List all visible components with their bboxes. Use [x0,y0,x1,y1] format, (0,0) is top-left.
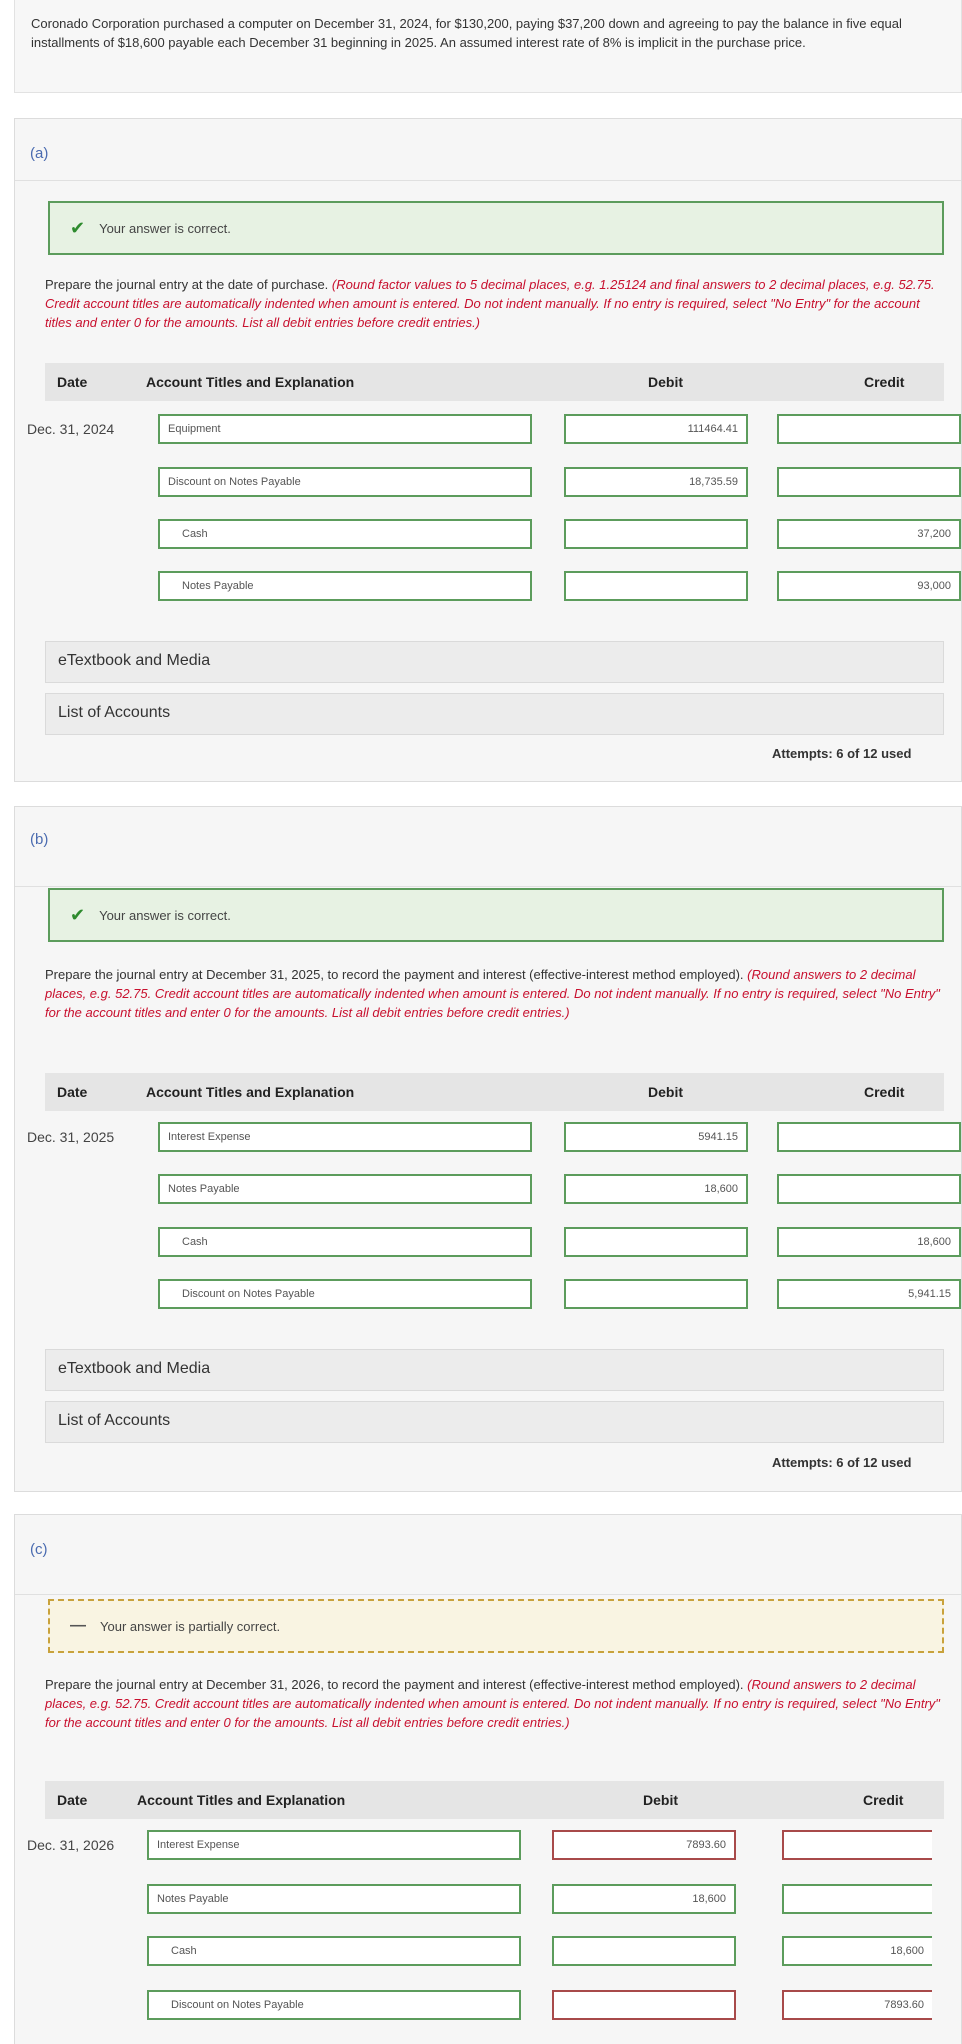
account-input[interactable]: Equipment [158,414,532,444]
debit-header: Debit [648,1084,683,1100]
credit-input[interactable] [777,1174,961,1204]
credit-input[interactable]: 18,600 [782,1936,932,1966]
part-a [14,118,962,782]
credit-header: Credit [864,374,905,390]
etextbook-link[interactable]: eTextbook and Media [45,1349,944,1391]
status-text: Your answer is correct. [99,907,231,923]
debit-input[interactable] [552,1936,736,1966]
instruction-note: (Round answers to 2 decimal places, e.g. 52.75. Credit account titles are automatically indented when amount is entered. Do not indent manually. If no entry is required, select "No Entry" for the account titles and enter 0 for the amounts. List all debit entries before credit entries.) [45,967,940,1020]
debit-input[interactable] [564,1227,748,1257]
credit-input[interactable]: 93,000 [777,571,961,601]
debit-input[interactable]: 18,600 [564,1174,748,1204]
checkmark-icon: ✔ [70,904,86,925]
credit-input[interactable]: 18,600 [777,1227,961,1257]
status-text: Your answer is partially correct. [100,1618,281,1634]
part-c-status-banner [48,1599,944,1653]
credit-input[interactable] [777,414,961,444]
instruction-note: (Round answers to 2 decimal places, e.g. 52.75. Credit account titles are automatically indented when amount is entered. Do not indent manually. If no entry is required, select "No Entry" for the account titles and enter 0 for the amounts. List all debit entries before credit entries.) [45,1677,940,1730]
account-input[interactable]: Notes Payable [158,1174,532,1204]
journal-table-header [45,1781,944,1819]
account-input[interactable]: Cash [158,519,532,549]
attempts-counter: Attempts: 6 of 12 used [772,1455,912,1470]
account-header: Account Titles and Explanation [146,374,355,390]
debit-input[interactable] [564,519,748,549]
debit-input[interactable]: 7893.60 [552,1830,736,1860]
credit-header: Credit [864,1084,905,1100]
debit-input[interactable] [564,571,748,601]
credit-input[interactable] [782,1884,932,1914]
entry-date: Dec. 31, 2025 [27,1129,115,1145]
credit-input[interactable] [777,467,961,497]
account-header: Account Titles and Explanation [146,1084,355,1100]
attempts-counter: Attempts: 6 of 12 used [772,746,912,761]
account-input[interactable]: Cash [147,1936,521,1966]
part-a-label: (a) [15,119,961,181]
entry-date: Dec. 31, 2026 [27,1837,115,1853]
etextbook-link[interactable]: eTextbook and Media [45,641,944,683]
date-header: Date [57,374,88,390]
credit-input[interactable] [777,1122,961,1152]
list-of-accounts-link[interactable]: List of Accounts [45,693,944,735]
date-header: Date [57,1792,88,1808]
account-input[interactable]: Interest Expense [158,1122,532,1152]
credit-input[interactable]: 37,200 [777,519,961,549]
account-input[interactable]: Discount on Notes Payable [158,1279,532,1309]
debit-input[interactable]: 18,735.59 [564,467,748,497]
instruction-text: Prepare the journal entry at the date of purchase. [45,277,332,292]
account-input[interactable]: Interest Expense [147,1830,521,1860]
account-input[interactable]: Notes Payable [147,1884,521,1914]
part-c-instructions [45,1675,945,1732]
account-input[interactable]: Cash [158,1227,532,1257]
checkmark-icon: ✔ [70,217,86,238]
debit-input[interactable] [564,1279,748,1309]
part-b-status-banner [48,888,944,942]
credit-header: Credit [863,1792,904,1808]
part-b-instructions [45,965,945,1022]
partial-icon: — [70,1617,86,1634]
debit-header: Debit [643,1792,678,1808]
part-a-instructions [45,275,945,332]
problem-statement [14,0,962,93]
debit-input[interactable]: 18,600 [552,1884,736,1914]
journal-table-header [45,363,944,401]
instruction-text: Prepare the journal entry at December 31, 2026, to record the payment and interest (effective-interest method employed). [45,1677,748,1692]
instruction-text: Prepare the journal entry at December 31, 2025, to record the payment and interest (effective-interest method employed). [45,967,748,982]
debit-input[interactable] [552,1990,736,2020]
part-a-status-banner [48,201,944,255]
account-input[interactable]: Discount on Notes Payable [147,1990,521,2020]
credit-input[interactable]: 5,941.15 [777,1279,961,1309]
account-input[interactable]: Discount on Notes Payable [158,467,532,497]
part-c [14,1514,962,2044]
debit-input[interactable]: 111464.41 [564,414,748,444]
entry-date: Dec. 31, 2024 [27,421,115,437]
date-header: Date [57,1084,88,1100]
credit-input[interactable]: 7893.60 [782,1990,932,2020]
part-b [14,806,962,1492]
list-of-accounts-link[interactable]: List of Accounts [45,1401,944,1443]
part-c-label: (c) [15,1515,961,1595]
instruction-note: (Round factor values to 5 decimal places, e.g. 1.25124 and final answers to 2 decimal places, e.g. 52.75. Credit account titles are automatically indented when amount is entered. Do not indent manually. If no entry is required, select "No Entry" for the account titles and enter 0 for the amounts. List all debit entries before credit entries.) [45,277,935,330]
account-header: Account Titles and Explanation [137,1792,346,1808]
journal-table-header [45,1073,944,1111]
problem-text: Coronado Corporation purchased a computer on December 31, 2024, for $130,200, paying $37,200 down and agreeing to pay the balance in five equal installments of $18,600 payable each December 31 beginning in 2025. An assumed interest rate of 8% is implicit in the purchase price. [31,16,902,50]
debit-header: Debit [648,374,683,390]
account-input[interactable]: Notes Payable [158,571,532,601]
part-b-label: (b) [15,807,961,887]
debit-input[interactable]: 5941.15 [564,1122,748,1152]
status-text: Your answer is correct. [99,220,231,236]
credit-input[interactable] [782,1830,932,1860]
